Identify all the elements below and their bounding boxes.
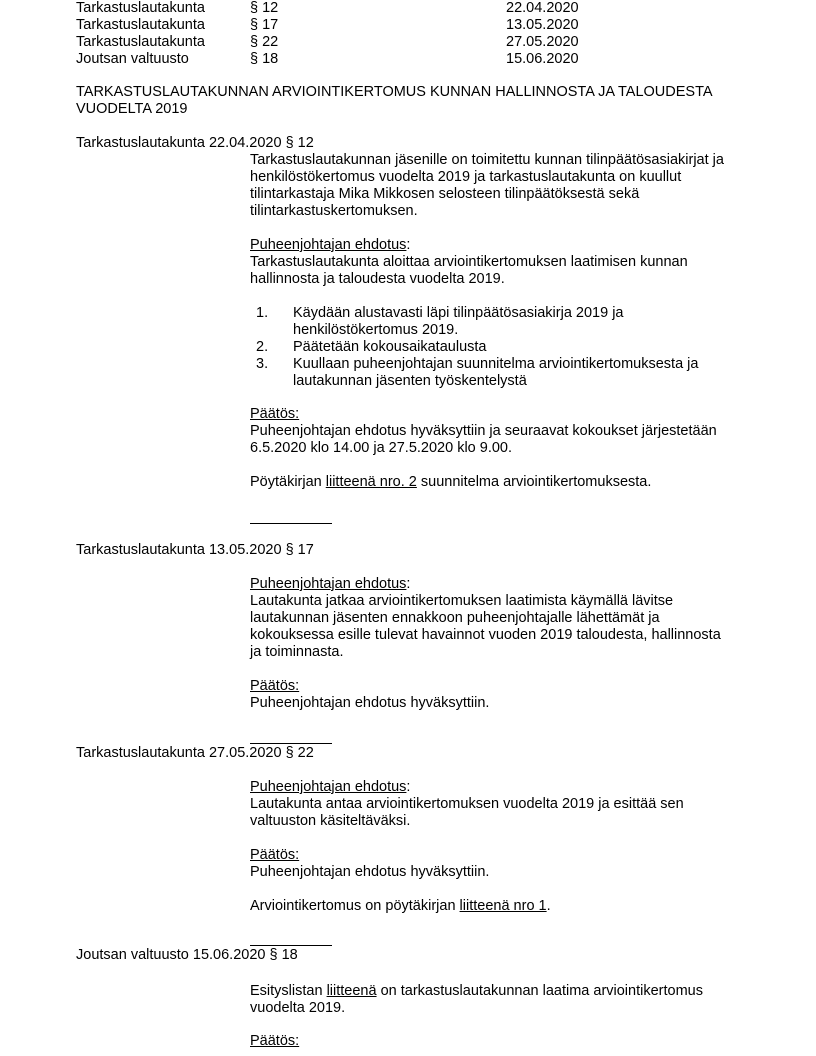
- processing-row-body: Tarkastuslautakunta: [76, 17, 205, 33]
- proposal-line: hallinnosta ja taloudesta vuodelta 2019.: [250, 271, 505, 287]
- decision-line: Puheenjohtajan ehdotus hyväksyttiin ja seuraavat kokoukset järjestetään: [250, 423, 717, 439]
- section-heading: Joutsan valtuusto 15.06.2020 § 18: [76, 947, 298, 963]
- proposal-line: Lautakunta jatkaa arviointikertomuksen laatimista käymällä lävitse: [250, 593, 674, 609]
- proposal-label-colon: :: [406, 779, 411, 795]
- decision-label: Päätös:: [250, 1033, 300, 1049]
- decision-label: Päätös:: [250, 847, 300, 863]
- section-divider: [250, 743, 332, 744]
- intro-line: vuodelta 2019.: [250, 1000, 346, 1016]
- proposal-label: Puheenjohtajan ehdotus: [250, 237, 407, 253]
- section-heading: Tarkastuslautakunta 22.04.2020 § 12: [76, 135, 314, 151]
- section-intro: [250, 983, 740, 1017]
- list-item: [250, 305, 740, 339]
- decision-label: Päätös:: [250, 406, 300, 422]
- attachment-text: Arviointikertomus on pöytäkirjan: [250, 898, 460, 914]
- proposal-line: valtuuston käsiteltäväksi.: [250, 813, 411, 829]
- proposal-line: ja toiminnasta.: [250, 644, 344, 660]
- list-item-line: lautakunnan jäsenten työskentelystä: [293, 373, 527, 389]
- list-item-number: 1.: [256, 305, 269, 321]
- intro-line: tilintarkastaja Mika Mikkosen selosteen tilinpäätöksestä sekä: [250, 186, 640, 202]
- attachment-link[interactable]: liitteenä nro 1: [459, 898, 547, 914]
- attachment-text: suunnitelma arviointikertomuksesta.: [416, 474, 652, 490]
- proposal-block: [250, 237, 740, 288]
- proposal-label: Puheenjohtajan ehdotus: [250, 576, 407, 592]
- intro-line: Tarkastuslautakunnan jäsenille on toimitettu kunnan tilinpäätösasiakirjat ja: [250, 152, 724, 168]
- decision-block: [250, 678, 740, 712]
- section-intro: [250, 152, 740, 220]
- intro-text: Esityslistan: [250, 983, 327, 999]
- section-divider: [250, 945, 332, 946]
- decision-block: [250, 847, 740, 881]
- decision-line: Puheenjohtajan ehdotus hyväksyttiin.: [250, 864, 490, 880]
- attachment-note: [250, 898, 740, 915]
- processing-row-section: § 17: [250, 17, 279, 33]
- processing-row-body: Joutsan valtuusto: [76, 51, 189, 67]
- attachment-link[interactable]: liitteenä: [326, 983, 377, 999]
- attachment-link[interactable]: liitteenä nro. 2: [325, 474, 417, 490]
- decision-line: 6.5.2020 klo 14.00 ja 27.5.2020 klo 9.00.: [250, 440, 513, 456]
- list-item-line: Käydään alustavasti läpi tilinpäätösasiakirja 2019 ja: [293, 305, 624, 321]
- processing-row-date: 13.05.2020: [506, 17, 579, 33]
- decision-line: Puheenjohtajan ehdotus hyväksyttiin.: [250, 695, 490, 711]
- proposal-line: lautakunnan jäsenten ennakkoon puheenjohtajalle lähettämät ja: [250, 610, 660, 626]
- decision-block: [250, 406, 740, 457]
- attachment-text: .: [546, 898, 551, 914]
- proposal-block: [250, 779, 740, 830]
- proposal-label: Puheenjohtajan ehdotus: [250, 779, 407, 795]
- proposal-label-colon: :: [406, 576, 411, 592]
- processing-row-date: 22.04.2020: [506, 0, 579, 16]
- intro-line: henkilöstökertomus vuodelta 2019 ja tarkastuslautakunta on kuullut: [250, 169, 682, 185]
- intro-line: tilintarkastuskertomuksen.: [250, 203, 418, 219]
- proposal-line: kokouksessa esille tulevat havainnot vuoden 2019 taloudesta, hallinnosta: [250, 627, 721, 643]
- processing-row-section: § 18: [250, 51, 279, 67]
- list-item-line: Päätetään kokousaikataulusta: [293, 339, 487, 355]
- proposal-line: Lautakunta antaa arviointikertomuksen vuodelta 2019 ja esittää sen: [250, 796, 684, 812]
- decision-block: [250, 1033, 740, 1050]
- processing-row-body: Tarkastuslautakunta: [76, 0, 205, 16]
- list-item-line: Kuullaan puheenjohtajan suunnitelma arviointikertomuksesta ja: [293, 356, 699, 372]
- proposal-line: Tarkastuslautakunta aloittaa arviointikertomuksen laatimisen kunnan: [250, 254, 688, 270]
- list-item: [250, 356, 740, 390]
- decision-label: Päätös:: [250, 678, 300, 694]
- intro-text: on tarkastuslautakunnan laatima arviointikertomus: [376, 983, 703, 999]
- processing-row-section: § 22: [250, 34, 279, 50]
- attachment-text: Pöytäkirjan: [250, 474, 326, 490]
- document-title-line: TARKASTUSLAUTAKUNNAN ARVIOINTIKERTOMUS KUNNAN HALLINNOSTA JA TALOUDESTA: [76, 84, 713, 100]
- list-item-number: 3.: [256, 356, 269, 372]
- processing-row-date: 27.05.2020: [506, 34, 579, 50]
- document-title-line: VUODELTA 2019: [76, 101, 188, 117]
- section-heading: Tarkastuslautakunta 13.05.2020 § 17: [76, 542, 314, 558]
- section-heading: Tarkastuslautakunta 27.05.2020 § 22: [76, 745, 314, 761]
- section-divider: [250, 523, 332, 524]
- agenda-list: [250, 305, 740, 390]
- processing-row-section: § 12: [250, 0, 279, 16]
- processing-row-body: Tarkastuslautakunta: [76, 34, 205, 50]
- attachment-note: [250, 474, 740, 491]
- proposal-block: [250, 576, 740, 661]
- processing-row-date: 15.06.2020: [506, 51, 579, 67]
- list-item: [250, 339, 740, 356]
- list-item-number: 2.: [256, 339, 269, 355]
- list-item-line: henkilöstökertomus 2019.: [293, 322, 459, 338]
- proposal-label-colon: :: [406, 237, 411, 253]
